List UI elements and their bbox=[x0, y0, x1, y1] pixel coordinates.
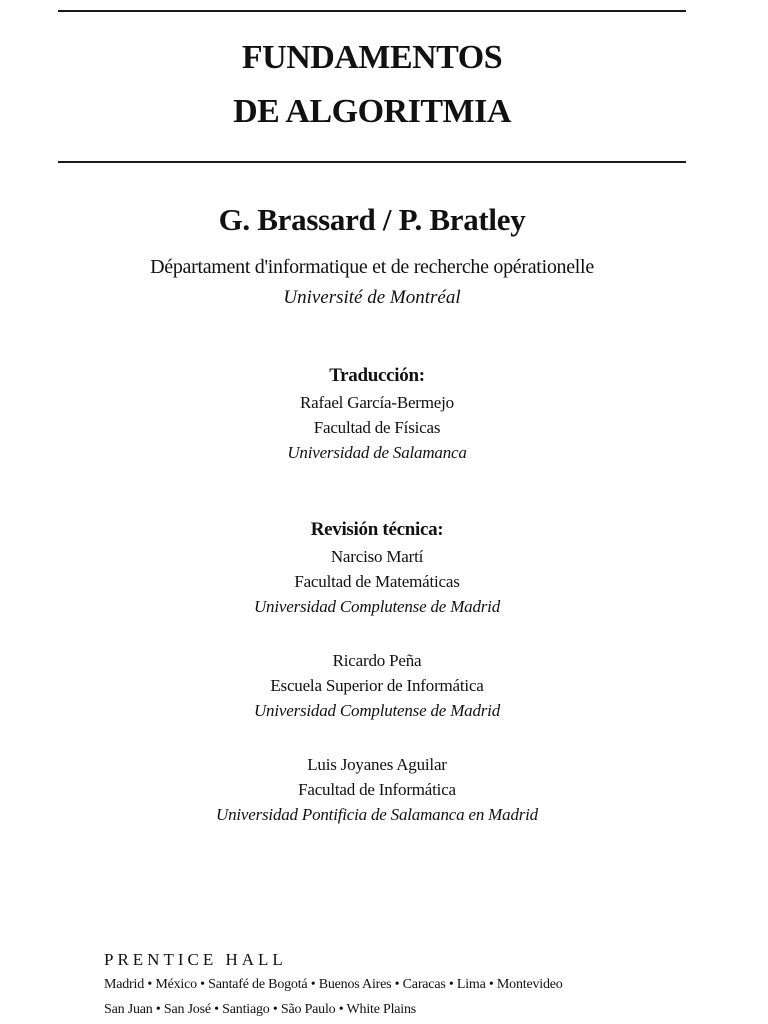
reviewer-name: Ricardo Peña bbox=[332, 651, 422, 670]
top-rule bbox=[58, 10, 686, 12]
reviewer-block bbox=[0, 648, 754, 723]
translator-faculty: Facultad de Físicas bbox=[313, 418, 441, 437]
reviewer-faculty: Escuela Superior de Informática bbox=[270, 676, 484, 695]
book-title-line-2: DE ALGORITMIA bbox=[233, 93, 511, 130]
translator-university: Universidad de Salamanca bbox=[287, 443, 467, 462]
technical-review-block bbox=[0, 516, 754, 619]
publisher-cities-line-1: Madrid • México • Santafé de Bogotá • Buenos Aires • Caracas • Lima • Montevideo bbox=[104, 977, 563, 992]
reviewer-university: Universidad Complutense de Madrid bbox=[253, 597, 500, 616]
reviewer-block bbox=[0, 752, 754, 827]
technical-review-heading: Revisión técnica: bbox=[310, 519, 444, 540]
book-title-line-1: FUNDAMENTOS bbox=[241, 39, 503, 76]
reviewer-name: Luis Joyanes Aguilar bbox=[307, 755, 447, 774]
translation-heading: Traducción: bbox=[329, 365, 425, 386]
author-department: Départament d'informatique et de recherche opérationelle bbox=[150, 256, 594, 278]
reviewer-university: Universidad Pontificia de Salamanca en Madrid bbox=[216, 805, 538, 824]
translation-block bbox=[0, 362, 754, 465]
reviewer-name: Narciso Martí bbox=[330, 547, 424, 566]
translator-name: Rafael García-Bermejo bbox=[300, 393, 454, 412]
reviewer-university: Universidad Complutense de Madrid bbox=[253, 701, 500, 720]
publisher-name: PRENTICE HALL bbox=[104, 950, 287, 969]
publisher-cities-line-2: San Juan • San José • Santiago • São Paulo • White Plains bbox=[104, 1002, 417, 1017]
reviewer-faculty: Facultad de Informática bbox=[298, 780, 456, 799]
author-university: Université de Montréal bbox=[283, 287, 461, 308]
reviewer-faculty: Facultad de Matemáticas bbox=[294, 572, 460, 591]
bottom-rule bbox=[58, 161, 686, 163]
authors: G. Brassard / P. Bratley bbox=[218, 202, 526, 237]
